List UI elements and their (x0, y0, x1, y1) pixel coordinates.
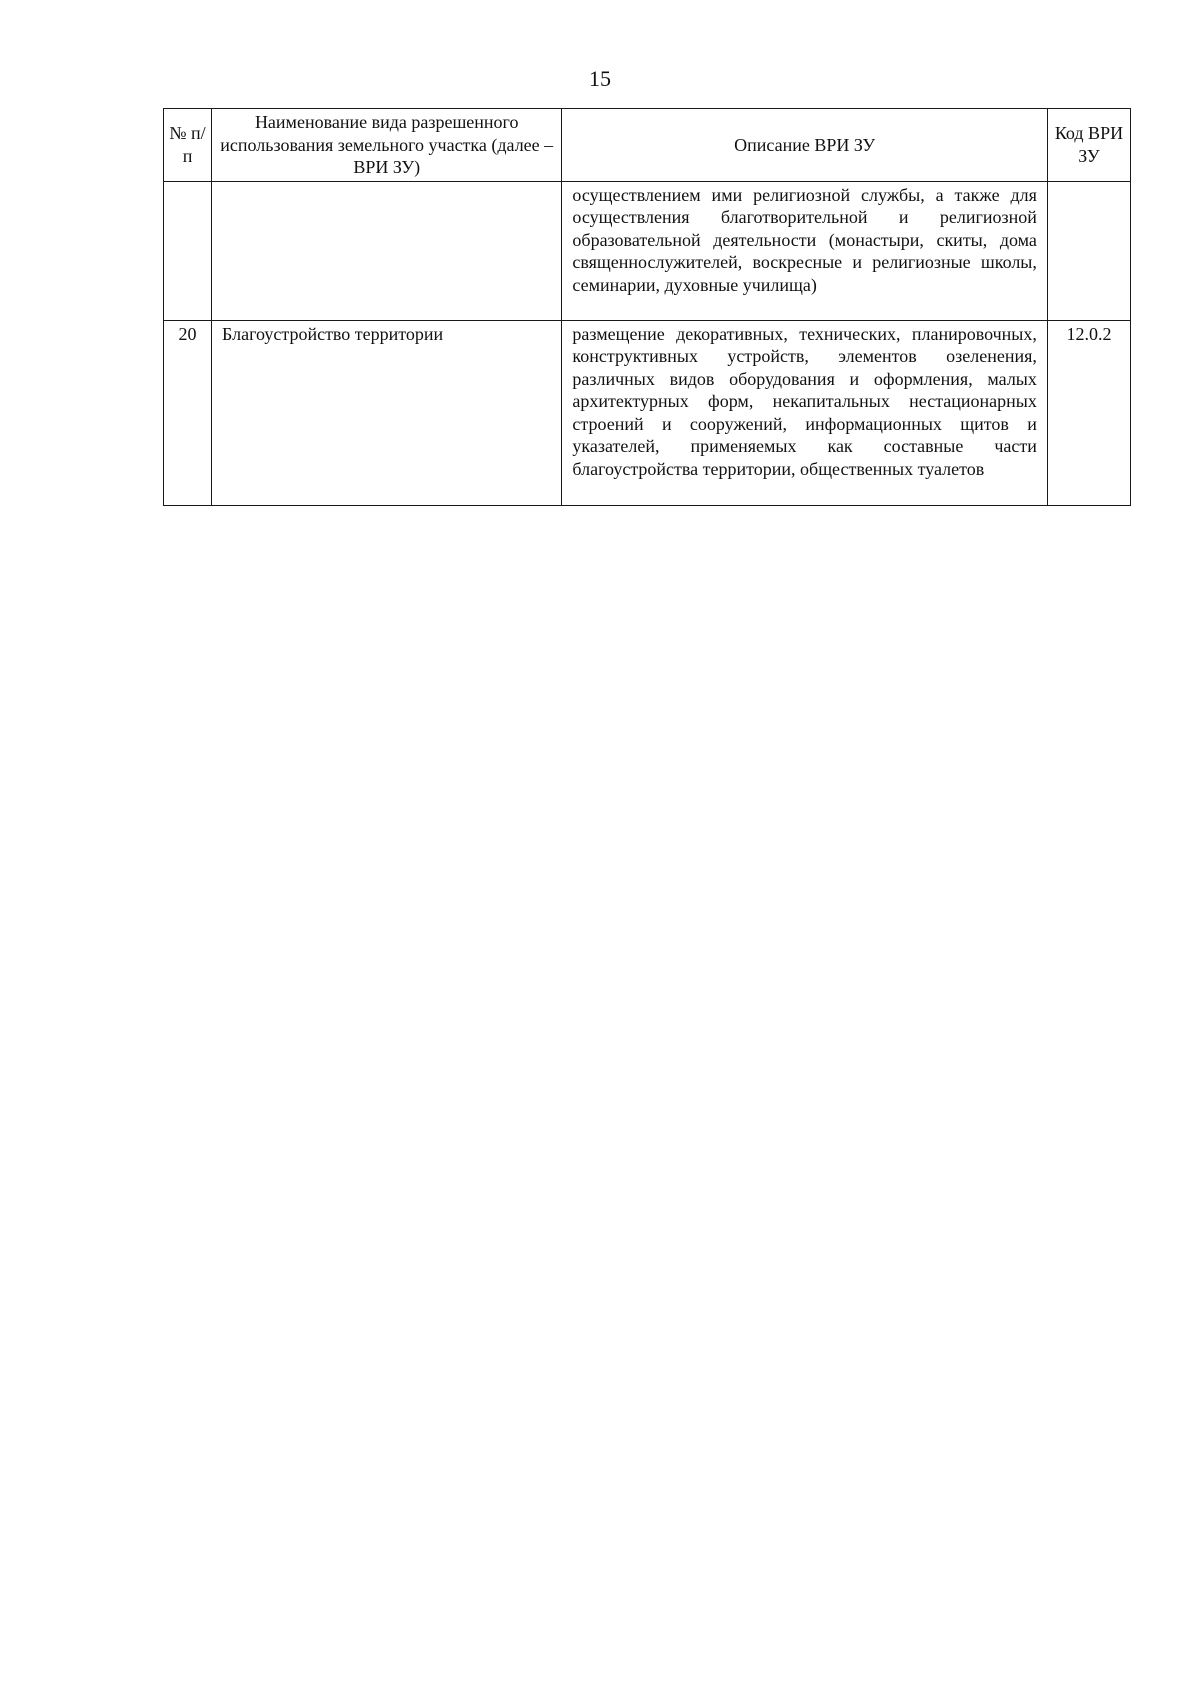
table-row (164, 181, 1131, 320)
row-num-cell (164, 181, 212, 320)
table-header-row (164, 109, 1131, 182)
row-code-cell (1047, 181, 1130, 320)
header-num: № п/п (164, 109, 212, 182)
page-number: 15 (589, 66, 611, 91)
row-name-cell: Благоустройство территории (212, 320, 562, 505)
row-name-cell (212, 181, 562, 320)
row-code-cell: 12.0.2 (1047, 320, 1130, 505)
row-description-cell: осуществлением ими религиозной службы, а также для осуществления благотворительной и религиозной образовательной деятельности (монастыри, скиты, дома священнослужителей, воскресные и религиозные школы, семинарии, духовные училища) (562, 181, 1048, 320)
header-code: Код ВРИ ЗУ (1047, 109, 1130, 182)
row-num-cell: 20 (164, 320, 212, 505)
vri-table (163, 108, 1131, 506)
header-description: Описание ВРИ ЗУ (562, 109, 1048, 182)
row-description-cell: размещение декоративных, технических, планировочных, конструктивных устройств, элементов озеленения, различных видов оборудования и оформления, малых архитектурных форм, некапитальных нестационарных строений и сооружений, информационных щитов и указателей, применяемых как составные части благоустройства территории, общественных туалетов (562, 320, 1048, 505)
header-name: Наименование вида разрешенного использования земельного участка (далее – ВРИ ЗУ) (212, 109, 562, 182)
table-row (164, 320, 1131, 505)
